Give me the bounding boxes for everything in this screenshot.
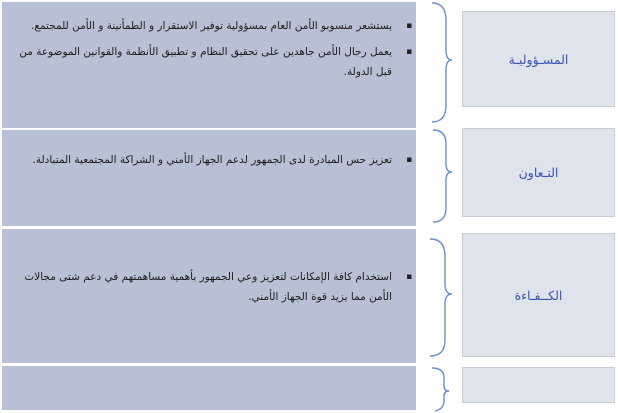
row-label-text: المسـؤوليـة bbox=[508, 51, 569, 67]
bullet-point: ▪ استخدام كافة الإمكانات لتعزيز وعي الجمهور بأهمية مساهمتهم في دعم شتى مجالات الأمن مما يزيد قوة الجهاز الأمني. bbox=[12, 267, 392, 307]
row-label-text: الكــفـاءة bbox=[514, 287, 563, 303]
bracket-3 bbox=[430, 239, 452, 356]
bullet-point: ▪ تعزيز حس المبادرة لدى الجمهور لدعم الجهاز الأمني و الشراكة المجتمعية المتبادلة. bbox=[12, 150, 392, 170]
bullet-point: ▪ يعمل رجال الأمن جاهدين على تحقيق النظام و تطبيق الأنظمة والقوانين الموضوعة من قبل الدولة. bbox=[12, 42, 392, 82]
bullet-point: ▪ يستشعر منسوبو الأمن العام بمسؤولية توفير الاستقرار و الطمأنينة و الأمن للمجتمع. bbox=[12, 16, 392, 36]
bracket-4 bbox=[432, 368, 449, 411]
bracket-2 bbox=[433, 130, 452, 222]
row-label-text: التـعاون bbox=[518, 165, 559, 180]
bracket-1 bbox=[432, 3, 452, 122]
